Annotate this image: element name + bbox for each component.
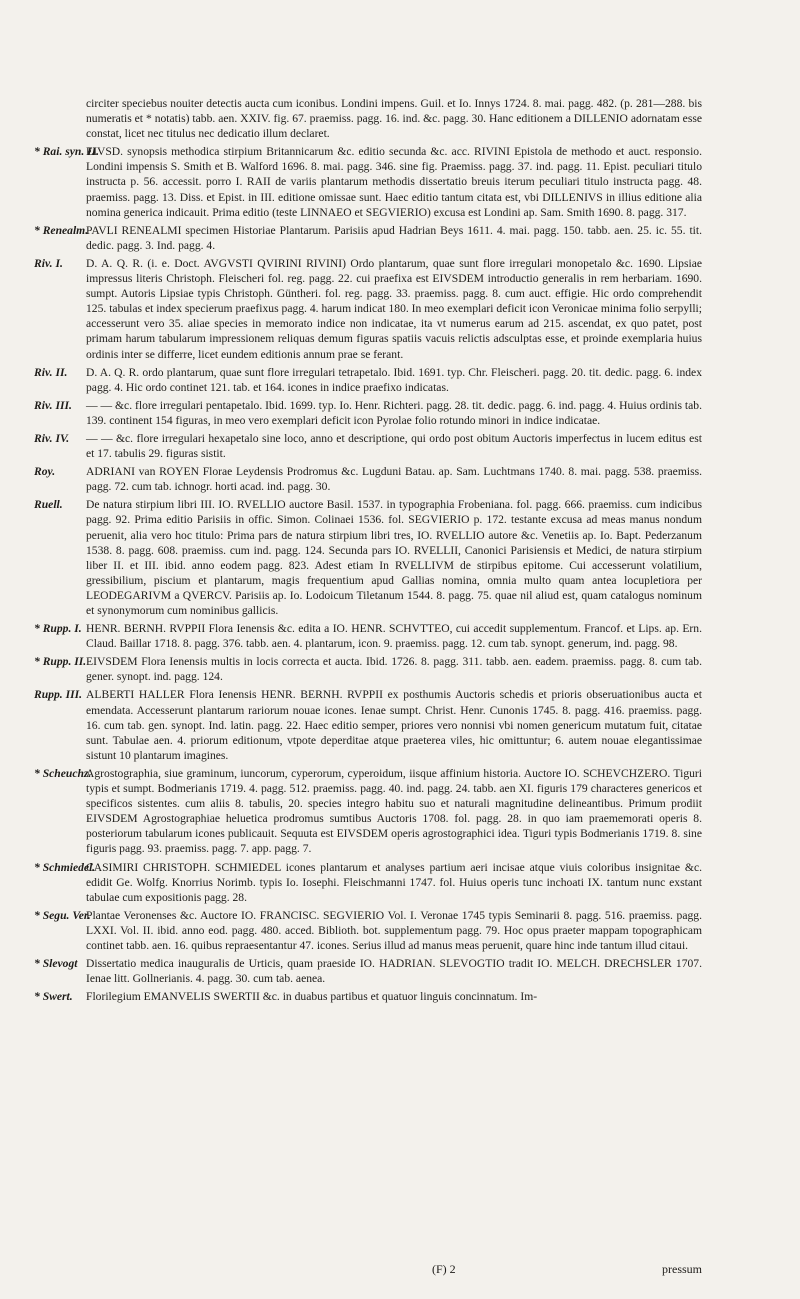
entry-key: * Renealm. (34, 223, 89, 237)
page-footer (34, 1262, 702, 1282)
entry-text: D. A. Q. R. (i. e. Doct. AVGVSTI QVIRINI RIVINI) Ordo plantarum, quae sunt flore irregulari monopetalo &c. 1690. Lipsiae impressus literis Christoph. Fleischeri fol. reg. pagg. 22. cui praefixa est EIVSDEM introductio generalis in rem herbariam. 1690. sumpt. Autoris Lipsiae typis Christoph. Güntheri. fol. reg. pagg. 33. praemiss. pagg. 8. cum auct. effigie. Hic ordo comprehendit 125. tabulas et index specierum praefixus pagg. 4. harum indicat 180. In meo exemplari deficit icon Veronicae minima folio serpylli; accesserunt vero 35. aliae species in memorato indice non indicatae, ita vt numerus earum ad 215. ascendat, ex quo patet, post primam harum tabularum impressionem reliquas demum figuras spatiis vacuis relictis adsculptas esse, et proinde exemplaria huius ordinis inter se differre, licet eundem editionis annum prae se ferant. (86, 256, 702, 361)
entry-rai-syn (34, 144, 702, 219)
entry-key: * Segu. Ver. (34, 908, 91, 922)
entry-text: ALBERTI HALLER Flora Ienensis HENR. BERNH. RVPPII ex posthumis Auctoris schedis et prioris obseruationibus aucta et emendata. Accesserunt plantarum rariorum nouae icones. Ienae sumpt. Christ. Henr. Cunonis 1745. 8. pagg. 416. praemiss. pagg. 16. cum tab. gen. synopt. Ind. latin. pagg. 22. Haec editio semper, priores vero nonnisi vbi nomen genericum mutatum fuit, citatae sunt. Tabulae aen. 4. priorum editionum, vtpote deperditae atque praeterea viles, hic omittuntur; 6. autem nouae elegantissimae sistunt 10 plantarum imagines. (86, 688, 702, 762)
entry-key: Rupp. III. (34, 688, 83, 702)
entry-text: PAVLI RENEALMI specimen Historiae Plantarum. Parisiis apud Hadrian Beys 1611. 4. mai. pagg. 150. tabb. aen. 25. ic. 55. tit. dedic. pagg. 3. Ind. pagg. 4. (86, 223, 702, 252)
entry-key: Roy. (34, 465, 56, 479)
entry-ruell (34, 497, 702, 618)
entry-key: Riv. III. (34, 398, 72, 412)
entry-rupp-2 (34, 654, 702, 684)
entry-dillenius-continuation (34, 96, 702, 141)
entry-rupp-1 (34, 621, 702, 651)
entry-rupp-3 (34, 687, 702, 762)
entry-text: Agrostographia, siue graminum, iuncorum, cyperorum, cyperoidum, iisque affinium historia. Auctore IO. SCHEVCHZERO. Tiguri typis et sumpt. Bodmerianis 1719. 4. pagg. 512. praemiss. pagg. 40. ind. pagg. 24. tabb. aen XI. figuris 179 characteres genericos et specificos sistentes. cum aliis 8. tabulis, 20. species integro habitu suo et naturali magnitudine delineantibus. Primum prodiit EIVSDEM Agrostographiae heluetica prodromus sumtibus Auctoris 1708. fol. pagg. 28. in quo iam praememorati operis 8. posteriorum tabularum icones publicauit. Sequuta est EIVSDEM operis agrostographici idea. Tiguri typis Bodmerianis 1719. 8. sine figuris pagg. 93. praemiss. pagg. 7. app. pagg. 7. (86, 766, 702, 856)
entry-text: D. A. Q. R. ordo plantarum, quae sunt flore irregulari tetrapetalo. Ibid. 1691. typ. Chr. Fleischeri. pagg. 20. tit. dedic. pagg. 6. index pagg. 4. Hic ordo continet 121. tab. et 164. icones in indice praefixo indicatas. (86, 365, 702, 394)
entry-riv-3 (34, 398, 702, 428)
entry-text: Plantae Veronenses &c. Auctore IO. FRANCISC. SEGVIERIO Vol. I. Veronae 1745 typis Seminarii 8. pagg. 516. praemiss. pagg. LXXI. Vol. II. ibid. anno eod. pagg. 480. acced. Biblioth. bot. supplementum pagg. 79. Hoc opus praeter mappam topographicam continet tabb. aen. 16. quibus repraesentantur 47. icones. Serius illud ad manus meas peruenit, quare hinc inde tantum illud citaui. (86, 908, 702, 952)
bibliography-text (34, 96, 702, 1007)
entry-slevogt (34, 956, 702, 986)
entry-key: * Scheuchz. (34, 766, 92, 780)
entry-key: * Rai. syn. II. (34, 145, 100, 159)
entry-key: Riv. I. (34, 256, 63, 270)
entry-text: De natura stirpium libri III. IO. RVELLIO auctore Basil. 1537. in typographia Frobeniana. fol. pagg. 666. praemiss. cum indicibus pagg. 92. Prima editio Parisiis in offic. Simon. Colinaei 1536. fol. SEGVIERIO p. 172. testante excusa ad meas manus nondum peruenit, alia vero hoc titulo: Prima pars de natura stirpium libri tres, IO. RVELLIO autore &c. Venetiis ap. Io. Bapt. Pederzanum 1538. 8. pagg. 608. praemiss. cum ind. pagg. 124. Secunda pars IO. RVELLII, Canonici Parisiensis et Medici, de natura stirpium liber II. et III. ibid. anno eodem pagg. 823. Adest etiam In RVELLIVM de stirpibus epitome. Cui accesserunt volatilium, gressibilium, piscium et plantarum, magis frequentium apud Gallias nomina, omnia multo quam antea locupletiora per LEODEGARIVM a QVERCV. Parisiis ap. Io. Lodoicum Tiletanum 1544. 8. pagg. 75. quae nil aliud est, quam catalogus nominum et synonymorum cum nominibus gallicis. (86, 498, 702, 617)
entry-text: circiter speciebus nouiter detectis aucta cum iconibus. Londini impens. Guil. et Io. Innys 1724. 8. mai. pagg. 482. (p. 281—288. bis numeratis et * notatis) tabb. aen. XXIV. fig. 67. praemiss. pagg. 16. ind. &c. pagg. 30. Hanc editionem a DILLENIO adornatam esse constat, licet nec titulus nec dedicatio illum declaret. (86, 97, 702, 141)
signature-mark: (F) 2 (432, 1262, 456, 1276)
entry-key: * Slevogt (34, 957, 78, 971)
entry-roy (34, 464, 702, 494)
entry-schmiedel (34, 860, 702, 905)
entry-text: HENR. BERNH. RVPPII Flora Ienensis &c. edita a IO. HENR. SCHVTTEO, cui accedit supplementum. Francof. et Lips. ap. Ern. Claud. Baillar 1718. 8. pagg. 376. tabb. aen. 4. plantarum, icon. 9. praemiss. pagg. 12. cum tab. synopt. generum, ind. pagg. 98. (86, 622, 702, 651)
entry-text: — — &c. flore irregulari pentapetalo. Ibid. 1699. typ. Io. Henr. Richteri. pagg. 28. tit. dedic. pagg. 6. ind. pagg. 4. Huius ordinis tab. 139. continent 154 figuras, in meo vero exemplari deficit icon Pyrolae folio rotundo minori in indice indicatae. (86, 398, 702, 427)
entry-key: Ruell. (34, 498, 63, 512)
entry-key: * Swert. (34, 990, 73, 1004)
entry-key: * Schmiedel. (34, 860, 96, 874)
entry-text: CASIMIRI CHRISTOPH. SCHMIEDEL icones plantarum et analyses partium aeri incisae atque viuis coloribus insignitae &c. edidit Ge. Wolfg. Knorrius Norimb. typis Io. Iosephi. Fleischmanni 1747. fol. Huius operis tunc inchoati IX. tantum nunc exstant tabulae cum expositionis pagg. 28. (86, 860, 702, 904)
entry-key: Riv. II. (34, 365, 68, 379)
entry-segu-ver (34, 908, 702, 953)
entry-text: — — &c. flore irregulari hexapetalo sine loco, anno et descriptione, qui ordo post obitum Auctoris imperfectus in lucem editus est et 17. tabulis 29. figuras sistit. (86, 431, 702, 461)
entry-text: EIVSD. synopsis methodica stirpium Britannicarum &c. editio secunda &c. acc. RIVINI Epistola de methodo et auct. responsio. Londini impensis S. Smith et B. Walford 1696. 8. mai. pagg. 346. sine fig. Praemiss. pagg. 37. ind. pagg. 11. Epist. peculiari titulo instructa p. 56. accessit. porro I. RAII de variis plantarum methodis dissertatio breuis iterum peculiari titulo instructa pagg. 48. praemiss. pagg. 13. Diss. et Epist. in III. editione omissae sunt. Haec editio tantum citata est, vbi DILLENIVS in illius editione alia nomina generica indicauit. Prima editio (teste LINNAEO et SEGVIERIO) excusa est Londini ap. Sam. Smith 1690. 8. pagg. 317. (86, 145, 702, 219)
entry-scheuchz (34, 766, 702, 857)
entry-key: Riv. IV. (34, 431, 70, 445)
entry-text: ADRIANI van ROYEN Florae Leydensis Prodromus &c. Lugduni Batau. ap. Sam. Luchtmans 1740. 8. mai. pagg. 538. praemiss. pagg. 72. cum tab. ichnogr. horti acad. ind. pagg. 30. (86, 465, 702, 494)
entry-key: * Rupp. I. (34, 622, 82, 636)
entry-riv-2 (34, 365, 702, 395)
entry-text: EIVSDEM Flora Ienensis multis in locis correcta et aucta. Ibid. 1726. 8. pagg. 311. tabb. aen. eadem. praemiss. pagg. 8. cum tab. gener. synopt. ind. pagg. 124. (86, 655, 702, 684)
entry-text: Florilegium EMANVELIS SWERTII &c. in duabus partibus et quatuor linguis concinnatum. Im- (86, 990, 538, 1004)
entry-renealm (34, 223, 702, 253)
catchword: pressum (662, 1262, 702, 1276)
entry-riv-1 (34, 256, 702, 362)
entry-swert (34, 989, 702, 1004)
entry-text: Dissertatio medica inauguralis de Urticis, quam praeside IO. HADRIAN. SLEVOGTIO tradit IO. MELCH. DRECHSLER 1707. Ienae litt. Gollnerianis. 4. pagg. 30. cum tab. aenea. (86, 957, 702, 986)
entry-riv-4 (34, 431, 702, 461)
entry-key: * Rupp. II. (34, 655, 87, 669)
